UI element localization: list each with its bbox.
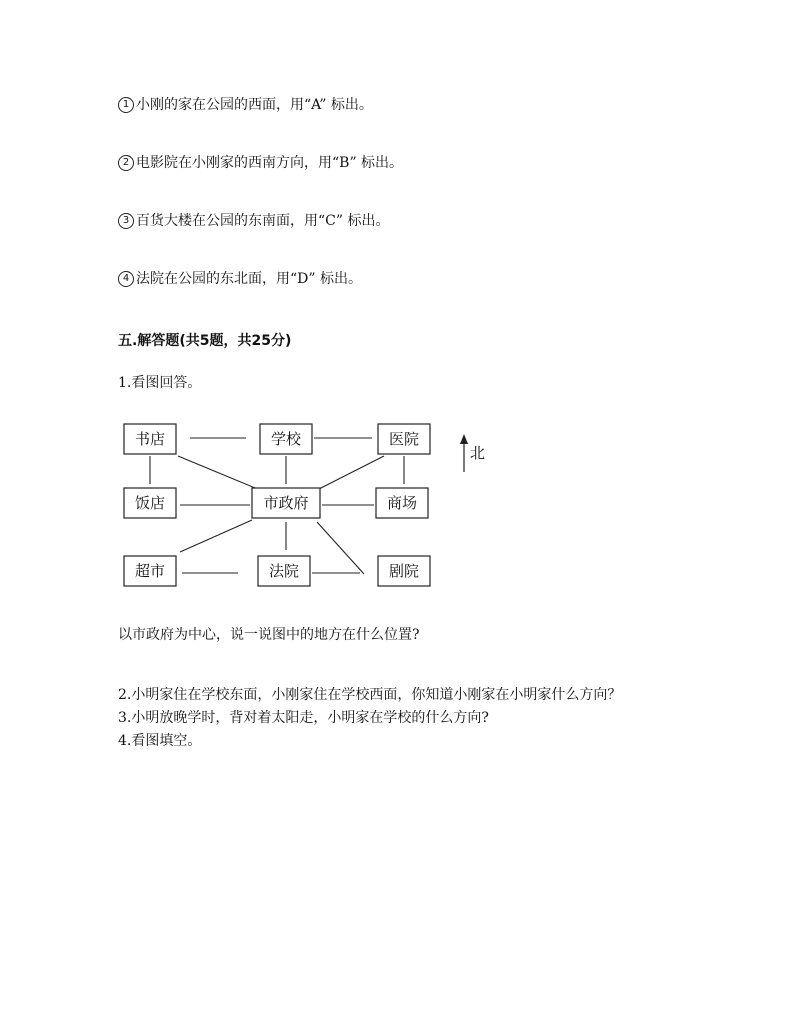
- edge-bookstore-cityhall: [178, 456, 260, 490]
- node-restaurant: [124, 488, 176, 518]
- node-hospital: [378, 424, 430, 454]
- node-label: 法院: [268, 562, 300, 580]
- node-label: 超市: [134, 562, 166, 580]
- node-label: 市政府: [263, 494, 309, 512]
- circled-number: 4: [118, 271, 134, 287]
- node-label: 商场: [386, 494, 418, 512]
- node-label: 医院: [388, 430, 420, 448]
- task-text: 百货大楼在公园的东南面，用“C” 标出。: [136, 213, 390, 229]
- task-1: [118, 96, 373, 114]
- north-label: 北: [470, 444, 486, 462]
- node-label: 饭店: [134, 494, 166, 512]
- node-bookstore: [124, 424, 176, 454]
- node-label: 书店: [134, 430, 166, 448]
- node-supermarket: [124, 556, 176, 586]
- node-cityhall: [252, 488, 320, 518]
- edge-cityhall-supermarket: [180, 520, 252, 552]
- node-mall: [376, 488, 428, 518]
- circled-number: 1: [118, 97, 134, 113]
- node-label: 学校: [270, 430, 302, 448]
- node-school: [260, 424, 312, 454]
- edge-cityhall-theater: [317, 522, 364, 574]
- node-label: 剧院: [388, 562, 420, 580]
- task-text: 法院在公园的东北面，用“D” 标出。: [136, 271, 362, 287]
- circled-number: 2: [118, 155, 134, 171]
- question-1-title: 1.看图回答。: [118, 375, 202, 391]
- section-heading: 五.解答题(共5题，共25分): [118, 333, 292, 349]
- node-court: [258, 556, 310, 586]
- circled-number: 3: [118, 213, 134, 229]
- task-text: 小刚的家在公园的西面，用“A” 标出。: [136, 97, 373, 113]
- map-diagram: [112, 410, 502, 590]
- question-1-prompt: 以市政府为中心，说一说图中的地方在什么位置?: [118, 627, 420, 643]
- task-4: [118, 270, 362, 288]
- question-4: 4.看图填空。: [118, 733, 202, 749]
- edge-hospital-cityhall: [317, 456, 384, 490]
- task-text: 电影院在小刚家的西南方向，用“B” 标出。: [136, 155, 404, 171]
- task-3: [118, 212, 389, 230]
- node-theater: [378, 556, 430, 586]
- task-2: [118, 154, 403, 172]
- question-2: 2.小明家住在学校东面，小刚家住在学校西面，你知道小刚家在小明家什么方向？: [118, 687, 622, 703]
- north-arrow-icon: [460, 434, 485, 472]
- question-3: 3.小明放晚学时，背对着太阳走，小明家在学校的什么方向?: [118, 710, 489, 726]
